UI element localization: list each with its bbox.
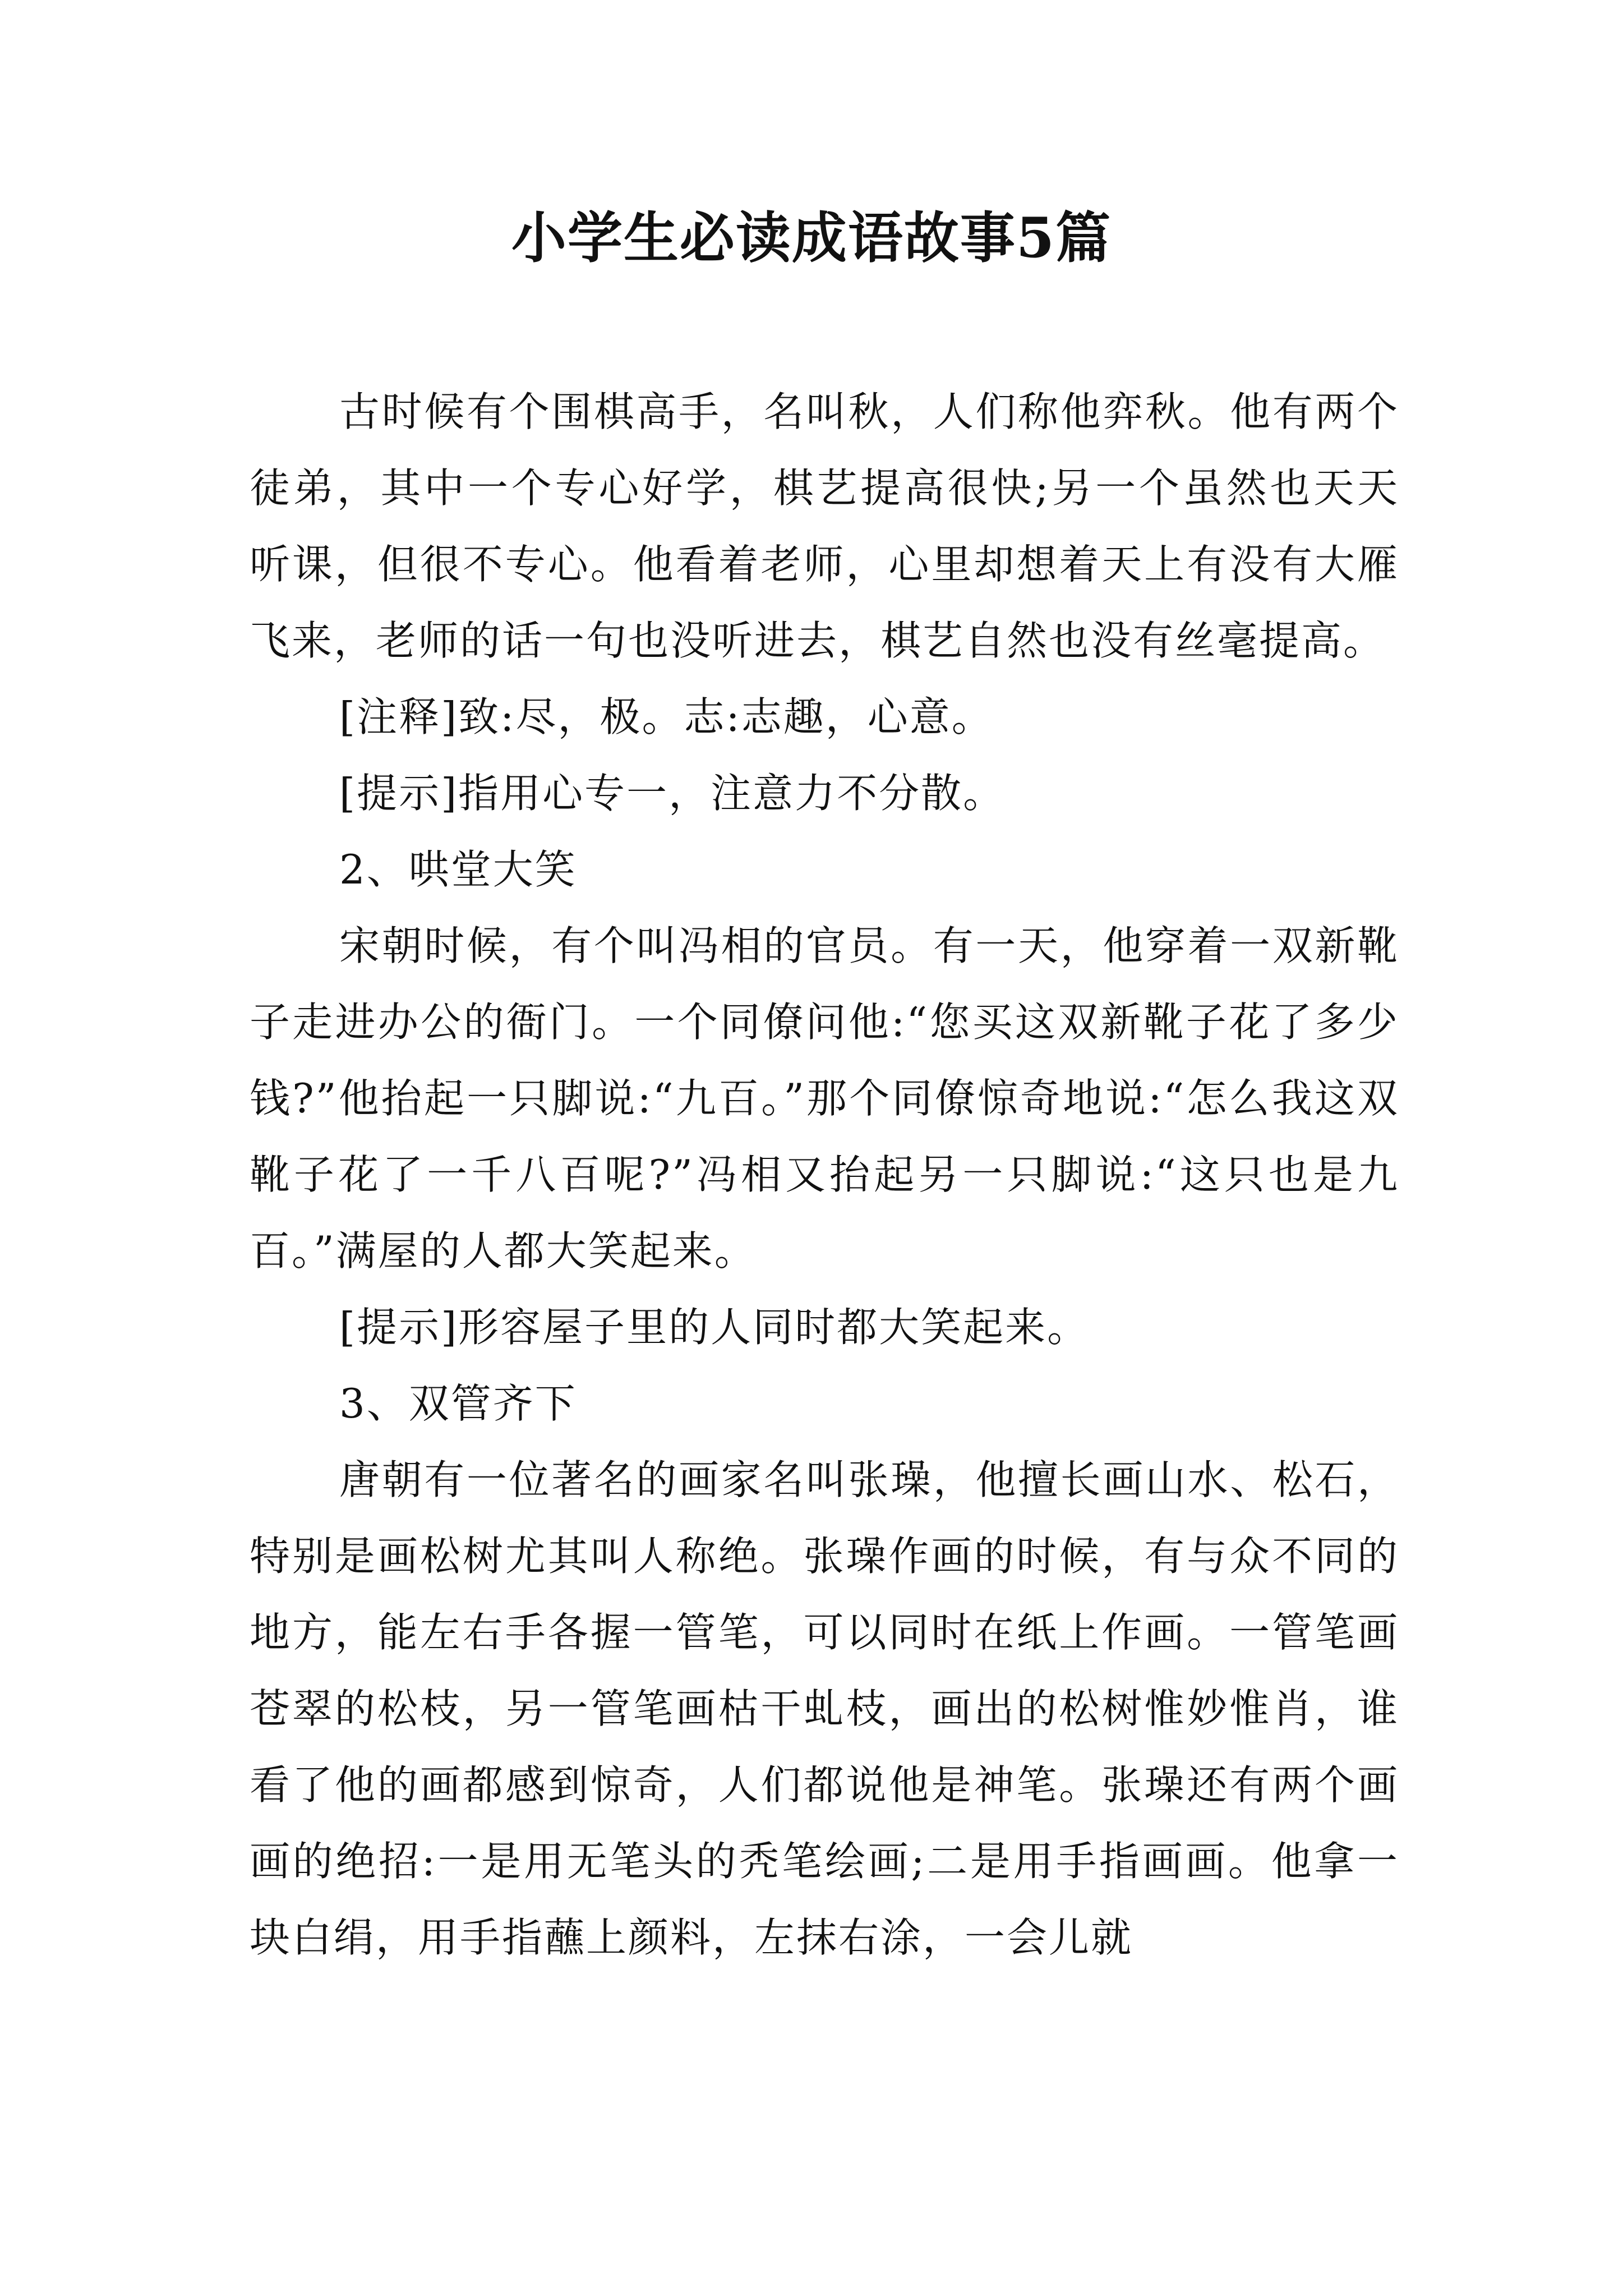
- paragraph-hint-1: [提示]指用心专一，注意力不分散。: [339, 770, 1006, 817]
- document-body: [250, 374, 1399, 1976]
- paragraph-hint-2: [提示]形容屋子里的人同时都大笑起来。: [339, 1304, 1090, 1351]
- paragraph-story-1: 古时候有个围棋高手，名叫秋，人们称他弈秋。他有两个徒弟，其中一个专心好学，棋艺提高很快;另一个虽然也天天听课，但很不专心。他看着老师，心里却想着天上有没有大雁飞来，老师的话一句也没听进去，棋艺自然也没有丝毫提高。: [250, 388, 1399, 664]
- paragraph-story-2: 宋朝时候，有个叫冯相的官员。有一天，他穿着一双新靴子走进办公的衙门。一个同僚问他:“您买这双新靴子花了多少钱?”他抬起一只脚说:“九百。”那个同僚惊奇地说:“怎么我这双靴子花了一千八百呢?”冯相又抬起另一只脚说:“这只也是九百。”满屋的人都大笑起来。: [250, 922, 1399, 1274]
- section-heading-3: 3、双管齐下: [339, 1380, 577, 1427]
- document-title: 小学生必读成语故事5篇: [511, 206, 1112, 270]
- section-heading-2: 2、哄堂大笑: [339, 846, 577, 893]
- paragraph-note-1: [注释]致:尽，极。志:志趣，心意。: [339, 693, 994, 740]
- paragraph-story-3: 唐朝有一位著名的画家名叫张璪，他擅长画山水、松石，特别是画松树尤其叫人称绝。张璪作画的时候，有与众不同的地方，能左右手各握一管笔，可以同时在纸上作画。一管笔画苍翠的松枝，另一管笔画枯干虬枝，画出的松树惟妙惟肖，谁看了他的画都感到惊奇，人们都说他是神笔。张璪还有两个画画的绝招:一是用无笔头的秃笔绘画;二是用手指画画。他拿一块白绢，用手指蘸上颜料，左抹右涂，一会儿就: [250, 1456, 1399, 1961]
